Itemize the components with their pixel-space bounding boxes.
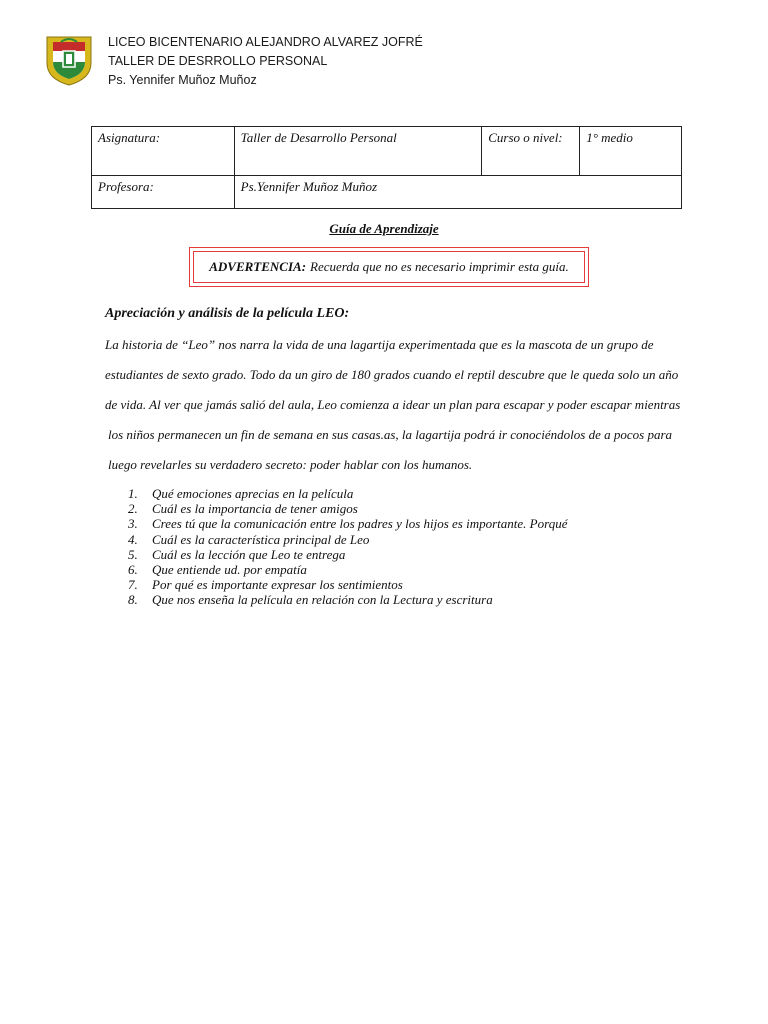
teacher-name: Ps. Yennifer Muñoz Muñoz	[108, 73, 257, 87]
question-number: 5.	[128, 546, 138, 562]
list-item	[128, 516, 567, 531]
teacher-label: Profesora:	[92, 176, 235, 209]
school-name: LICEO BICENTENARIO ALEJANDRO ALVAREZ JOFRÉ	[108, 35, 423, 49]
question-list	[128, 486, 567, 608]
list-item	[128, 486, 567, 501]
list-item	[128, 562, 567, 577]
course-info-table	[91, 126, 682, 209]
question-number: 8.	[128, 592, 138, 608]
subject-value: Taller de Desarrollo Personal	[234, 127, 482, 176]
teacher-value: Ps.Yennifer Muñoz Muñoz	[234, 176, 681, 209]
warning-text: Recuerda que no es necesario imprimir esta guía.	[310, 259, 569, 274]
question-text: Que entiende ud. por empatía	[152, 561, 307, 577]
section-heading: Apreciación y análisis de la película LEO:	[105, 306, 350, 321]
list-item	[128, 532, 567, 547]
question-number: 1.	[128, 486, 138, 501]
question-number: 4.	[128, 531, 138, 547]
paragraph-line: los niños permanecen un fin de semana en sus casas.as, la lagartija podrá ir conociéndolos de a pocos para	[108, 427, 673, 442]
list-item	[128, 501, 567, 516]
workshop-name: TALLER DE DESRROLLO PERSONAL	[108, 54, 328, 68]
list-item	[128, 592, 567, 607]
paragraph-line: luego revelarles su verdadero secreto: poder hablar con los humanos.	[108, 457, 473, 472]
question-number: 2.	[128, 501, 138, 517]
school-crest-icon	[44, 33, 94, 87]
level-value: 1° medio	[580, 127, 682, 176]
question-text: Cuál es la característica principal de Leo	[152, 531, 370, 547]
subject-label: Asignatura:	[92, 127, 235, 176]
header-block	[108, 33, 423, 90]
list-item	[128, 577, 567, 592]
question-text: Cuál es la importancia de tener amigos	[152, 501, 358, 517]
question-text: Por qué es importante expresar los sentimientos	[152, 577, 403, 593]
question-number: 6.	[128, 561, 138, 577]
list-item	[128, 547, 567, 562]
warning-label: ADVERTENCIA:	[209, 259, 307, 274]
paragraph-line: estudiantes de sexto grado. Todo da un giro de 180 grados cuando el reptil descubre que le queda solo un año	[105, 367, 679, 382]
paragraph-line: de vida. Al ver que jamás salió del aula, Leo comienza a idear un plan para escapar y poder escapar mientras	[105, 397, 681, 412]
level-label: Curso o nivel:	[482, 127, 580, 176]
guide-title: Guía de Aprendizaje	[329, 221, 439, 236]
question-text: Crees tú que la comunicación entre los padres y los hijos es importante. Porqué	[152, 516, 568, 532]
warning-inner	[193, 251, 585, 283]
question-text: Que nos enseña la película en relación con la Lectura y escritura	[152, 592, 493, 608]
warning-box	[189, 247, 589, 287]
question-number: 7.	[128, 577, 138, 593]
question-text: Cuál es la lección que Leo te entrega	[152, 546, 346, 562]
question-number: 3.	[128, 516, 138, 532]
paragraph-line: La historia de “Leo” nos narra la vida de una lagartija experimentada que es la mascota de un grupo de	[105, 337, 654, 352]
question-text: Qué emociones aprecias en la película	[152, 486, 354, 501]
